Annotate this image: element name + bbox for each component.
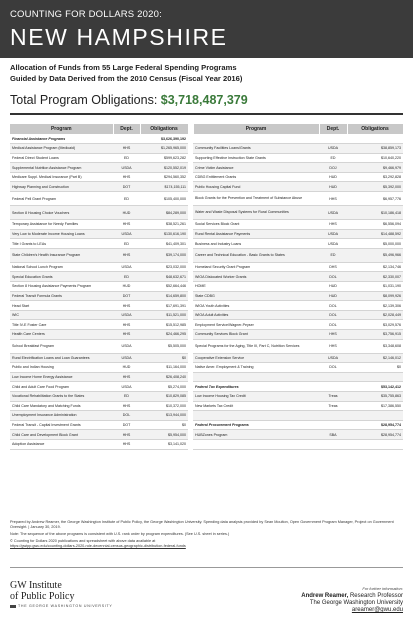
dept-cell [319, 134, 347, 144]
program-cell: Public Housing Capital Fund [193, 182, 319, 192]
obligations-cell [347, 439, 403, 449]
program-cell: Adoption Assistance [10, 439, 113, 449]
obligations-cell: $28,954,774 [347, 420, 403, 430]
obligations-cell: $14,488,592 [347, 229, 403, 239]
table-row [10, 411, 403, 421]
program-cell: Special Programs for the Aging, Title III, Part C, Nutrition Services [193, 339, 319, 353]
program-cell: Career and Technical Education - Basic Grants to States [193, 248, 319, 262]
dept-cell [319, 420, 347, 430]
dept-cell: DOL [319, 310, 347, 320]
program-cell: Federal Transit - Capital Investment Grants [10, 420, 113, 430]
program-cell: Child and Adult Care Food Program [10, 382, 113, 392]
obligations-cell: $39,174,000 [140, 248, 188, 262]
program-cell: Low Income Home Energy Assistance [10, 372, 113, 382]
programs-table [10, 124, 404, 450]
obligations-cell: $294,560,352 [140, 172, 188, 182]
obligations-cell: $5,392,000 [347, 182, 403, 192]
contact-name-line [301, 593, 403, 600]
table-header-row [10, 124, 403, 134]
table-row [10, 206, 403, 220]
obligations-cell: $105,400,000 [140, 192, 188, 206]
obligations-cell: $15,512,985 [140, 320, 188, 330]
divider-rule [10, 113, 403, 115]
contact-email[interactable]: areamer@gwu.edu [351, 607, 403, 613]
dept-cell: DOL [319, 301, 347, 311]
table-row [10, 372, 403, 382]
dept-cell: USDA [319, 239, 347, 249]
column-header: Dept. [319, 124, 347, 134]
program-cell: Head Start [10, 301, 113, 311]
program-cell: CDBG Entitlement Grants [193, 172, 319, 182]
program-cell: Employment Service/Wagner-Peyser [193, 320, 319, 330]
contact-institution: The George Washington University [309, 600, 403, 606]
program-cell: Financial Assistance Programs [10, 134, 113, 144]
dept-cell [319, 372, 347, 382]
dept-cell: Treas [319, 401, 347, 411]
logo-line-2: of Public Policy [10, 591, 75, 602]
column-header: Obligations [140, 124, 188, 134]
contact-block [301, 586, 403, 614]
banner-kicker: COUNTING FOR DOLLARS 2020: [10, 9, 162, 20]
logo-tagline: THE GEORGE WASHINGTON UNIVERSITY [10, 604, 120, 608]
obligations-cell: $10,640,220 [347, 153, 403, 163]
table-row [10, 282, 403, 292]
total-amount: $3,718,487,379 [160, 93, 248, 107]
dept-cell [319, 382, 347, 392]
table-row [10, 272, 403, 282]
dept-cell: HHS [113, 220, 140, 230]
obligations-cell: $1,031,190 [347, 282, 403, 292]
dept-cell: HUD [113, 206, 140, 220]
table-row [10, 330, 403, 340]
dept-cell: DOL [319, 363, 347, 373]
logo-line-1: GW Institute [10, 580, 62, 591]
dept-cell: HHS [113, 439, 140, 449]
program-cell: Medical Assistance Program (Medicaid) [10, 144, 113, 154]
obligations-cell: $53,142,412 [347, 382, 403, 392]
program-cell: Section 8 Housing Choice Vouchers [10, 206, 113, 220]
contact-title: Research Professor [349, 593, 403, 599]
table-row [10, 182, 403, 192]
note-prepared-by: Prepared by Andrew Reamer, the George Washington Institute of Public Policy, the George Washington University. Spending data analysis provided by Sean Moulton, Open Government Program Manager, Project on Government Oversight. | January 30, 2019. [10, 520, 394, 529]
obligations-cell: $5,496,966 [347, 248, 403, 262]
dept-cell: DOT [113, 420, 140, 430]
program-cell: Block Grants for the Prevention and Treatment of Substance Abuse [193, 192, 319, 206]
obligations-cell: $0 [140, 420, 188, 430]
dept-cell: USDA [113, 262, 140, 272]
dept-cell: USDA [319, 144, 347, 154]
dept-cell: DHS [319, 262, 347, 272]
program-cell: Title I Grants to LEAs [10, 239, 113, 249]
data-link[interactable]: https://gwipp.gwu.edu/counting-dollars-2020-role-decennial-census-geographic-distribution-federal-funds [10, 544, 186, 548]
program-cell [193, 372, 319, 382]
dept-cell: HUD [319, 182, 347, 192]
program-cell: State CDBG [193, 291, 319, 301]
table-row [10, 248, 403, 262]
table-row [10, 144, 403, 154]
obligations-cell: $2,146,012 [347, 353, 403, 363]
dept-cell: SBA [319, 430, 347, 440]
program-cell: Child Care Mandatory and Matching Funds [10, 401, 113, 411]
table-row [10, 153, 403, 163]
program-cell: Community Services Block Grant [193, 330, 319, 340]
obligations-cell: $38,859,173 [347, 144, 403, 154]
dept-cell [319, 411, 347, 421]
table-row [10, 363, 403, 373]
dept-cell [113, 134, 140, 144]
program-cell: Low Income Housing Tax Credit [193, 391, 319, 401]
table-row [10, 192, 403, 206]
obligations-cell: $10,372,000 [140, 401, 188, 411]
obligations-cell: $3,029,576 [347, 320, 403, 330]
dept-cell: ED [113, 192, 140, 206]
dept-cell: HHS [113, 248, 140, 262]
obligations-cell: $41,409,301 [140, 239, 188, 249]
table-row [10, 262, 403, 272]
table-row [10, 439, 403, 449]
dept-cell: HHS [319, 220, 347, 230]
obligations-cell: $2,139,306 [347, 301, 403, 311]
program-cell [193, 411, 319, 421]
program-cell: Highway Planning and Construction [10, 182, 113, 192]
program-cell: Water and Waste Disposal Systems for Rural Communities [193, 206, 319, 220]
program-cell: WIOA Dislocated Worker Grants [193, 272, 319, 282]
program-cell: Native Amer. Employment & Training [193, 363, 319, 373]
obligations-cell: $17,691,391 [140, 301, 188, 311]
obligations-cell: $28,954,774 [347, 430, 403, 440]
obligations-cell [347, 134, 403, 144]
contact-name: Andrew Reamer, [301, 593, 349, 599]
program-cell: WIC [10, 310, 113, 320]
dept-cell: HHS [113, 172, 140, 182]
obligations-cell: $17,386,550 [347, 401, 403, 411]
title-banner [0, 0, 413, 58]
table-row [10, 291, 403, 301]
dept-cell: USDA [113, 339, 140, 353]
dept-cell: HHS [113, 320, 140, 330]
dept-cell: HHS [113, 401, 140, 411]
program-cell: WIOA Adult Activities [193, 310, 319, 320]
program-cell: Public and Indian Housing [10, 363, 113, 373]
dept-cell: ED [113, 239, 140, 249]
note-availability-text: © Counting for Dollars 2020 publications and spreadsheet with above data available at [10, 539, 156, 543]
program-cell: Federal Direct Student Loans [10, 153, 113, 163]
dept-cell: HUD [319, 172, 347, 182]
program-cell: School Breakfast Program [10, 339, 113, 353]
program-cell: HUBZones Program [193, 430, 319, 440]
program-cell: Special Education Grants [10, 272, 113, 282]
obligations-cell: $2,134,746 [347, 262, 403, 272]
program-cell: Supporting Effective Instruction State Grants [193, 153, 319, 163]
dept-cell: HHS [113, 330, 140, 340]
obligations-cell: $3,626,390,192 [140, 134, 188, 144]
footer-divider [10, 567, 403, 568]
program-cell: Crime Victim Assistance [193, 163, 319, 173]
table-row [10, 134, 403, 144]
dept-cell: ED [319, 153, 347, 163]
obligations-cell: $0 [347, 363, 403, 373]
obligations-cell: $6,556,094 [347, 220, 403, 230]
table-row [10, 320, 403, 330]
obligations-cell: $23,032,000 [140, 262, 188, 272]
obligations-cell: $84,289,000 [140, 206, 188, 220]
obligations-cell: $5,000,000 [347, 239, 403, 249]
program-cell: National School Lunch Program [10, 262, 113, 272]
obligations-cell: $38,521,261 [140, 220, 188, 230]
table-row [10, 163, 403, 173]
table-row [10, 353, 403, 363]
dept-cell: USDA [113, 163, 140, 173]
dept-cell: USDA [319, 229, 347, 239]
dept-cell: DOT [113, 291, 140, 301]
program-cell: Homeland Security Grant Program [193, 262, 319, 272]
subtitle-line-2: Guided by Data Derived from the 2010 Census (Fiscal Year 2016) [10, 74, 243, 83]
obligations-cell [347, 411, 403, 421]
program-cell: Cooperative Extension Service [193, 353, 319, 363]
obligations-cell: $1,265,965,000 [140, 144, 188, 154]
dept-cell: USDA [319, 353, 347, 363]
program-cell: Very Low to Moderate Income Housing Loans [10, 229, 113, 239]
program-cell [193, 134, 319, 144]
table-row [10, 301, 403, 311]
obligations-cell: $9,466,979 [347, 163, 403, 173]
dept-cell: HHS [113, 430, 140, 440]
obligations-cell: $0 [140, 353, 188, 363]
dept-cell: DOL [319, 272, 347, 282]
program-cell: Business and Industry Loans [193, 239, 319, 249]
total-obligations [10, 93, 248, 107]
dept-cell: DOL [319, 320, 347, 330]
total-label: Total Program Obligations: [10, 93, 158, 107]
note-availability [10, 539, 403, 549]
dept-cell: DOL [113, 411, 140, 421]
table-row [10, 239, 403, 249]
program-cell: Medicare Suppl. Medical Insurance (Part B) [10, 172, 113, 182]
obligations-cell: $2,330,007 [347, 272, 403, 282]
obligations-cell: $26,408,240 [140, 372, 188, 382]
dept-cell: ED [319, 248, 347, 262]
program-cell: Supplemental Nutrition Assistance Program [10, 163, 113, 173]
table-row [10, 172, 403, 182]
obligations-cell: $2,028,449 [347, 310, 403, 320]
program-cell: Child Care and Development Block Grant [10, 430, 113, 440]
dept-cell: ED [113, 153, 140, 163]
obligations-cell: $11,521,000 [140, 310, 188, 320]
obligations-cell: $6,957,776 [347, 192, 403, 206]
column-header: Obligations [347, 124, 403, 134]
program-cell: State Children's Health Insurance Program [10, 248, 113, 262]
program-cell: Rural Electrification Loans and Loan Guarantees [10, 353, 113, 363]
obligations-cell: $5,505,000 [140, 339, 188, 353]
dept-cell: HHS [319, 330, 347, 340]
obligations-cell: $11,164,000 [140, 363, 188, 373]
program-cell: Unemployment Insurance Administration [10, 411, 113, 421]
table-row [10, 339, 403, 353]
obligations-cell: $3,292,828 [347, 172, 403, 182]
obligations-cell: $3,141,020 [140, 439, 188, 449]
table-row [10, 310, 403, 320]
table-row [10, 229, 403, 239]
dept-cell: USDA [319, 206, 347, 220]
program-cell: Health Care Centers [10, 330, 113, 340]
program-cell: Section 8 Housing Assistance Payments Program [10, 282, 113, 292]
column-header: Dept. [113, 124, 140, 134]
dept-cell: DOT [113, 182, 140, 192]
program-cell: Vocational Rehabilitation Grants to the States [10, 391, 113, 401]
program-cell [193, 439, 319, 449]
dept-cell: HUD [319, 291, 347, 301]
obligations-cell: $5,954,000 [140, 430, 188, 440]
dept-cell: HUD [113, 282, 140, 292]
table-row [10, 220, 403, 230]
dept-cell: HUD [319, 282, 347, 292]
dept-cell: HHS [113, 372, 140, 382]
obligations-cell: $3,348,608 [347, 339, 403, 353]
dept-cell: HHS [113, 144, 140, 154]
program-cell: Federal Procurement Programs [193, 420, 319, 430]
obligations-cell: $35,755,863 [347, 391, 403, 401]
dept-cell: USDA [113, 310, 140, 320]
obligations-cell: $5,274,000 [140, 382, 188, 392]
obligations-cell: $10,186,418 [347, 206, 403, 220]
obligations-cell: $3,756,915 [347, 330, 403, 340]
gw-ipp-logo [10, 580, 120, 608]
obligations-cell: $130,616,190 [140, 229, 188, 239]
obligations-cell: $10,829,085 [140, 391, 188, 401]
obligations-cell: $24,466,295 [140, 330, 188, 340]
dept-cell: ED [113, 272, 140, 282]
state-name: NEW HAMPSHIRE [10, 24, 228, 50]
dept-cell: DOJ [319, 163, 347, 173]
program-cell: Title IV-E Foster Care [10, 320, 113, 330]
table-row [10, 382, 403, 392]
table-row [10, 401, 403, 411]
obligations-cell: $48,632,671 [140, 272, 188, 282]
contact-heading: For further information: [362, 586, 403, 591]
subtitle-line-1: Allocation of Funds from 55 Large Federal Spending Programs [10, 63, 237, 72]
dept-cell: USDA [113, 229, 140, 239]
note-sequence: Note: The sequence of the above programs is consistent with U.S. rank order by program expenditures. (See U.S. sheet in series.) [10, 532, 230, 536]
program-cell: Rural Rental Assistance Payments [193, 229, 319, 239]
dept-cell: HHS [319, 192, 347, 206]
program-cell: HOME [193, 282, 319, 292]
obligations-cell: $13,944,000 [140, 411, 188, 421]
table-row [10, 430, 403, 440]
dept-cell: HUD [113, 363, 140, 373]
dept-cell: HHS [113, 301, 140, 311]
program-cell: Federal Pell Grant Program [10, 192, 113, 206]
obligations-cell: $599,623,282 [140, 153, 188, 163]
obligations-cell: $8,099,926 [347, 291, 403, 301]
program-cell: WIOA Youth Activities [193, 301, 319, 311]
program-cell: Federal Tax Expenditures [193, 382, 319, 392]
dept-cell: Treas [319, 391, 347, 401]
program-cell: Social Services Block Grant [193, 220, 319, 230]
obligations-cell: $174,155,111 [140, 182, 188, 192]
dept-cell: USDA [113, 353, 140, 363]
program-cell: Federal Transit Formula Grants [10, 291, 113, 301]
column-header: Program [193, 124, 319, 134]
column-header: Program [10, 124, 113, 134]
table-row [10, 391, 403, 401]
program-cell: Community Facilities Loans/Grants [193, 144, 319, 154]
obligations-cell: $52,664,446 [140, 282, 188, 292]
dept-cell: ED [113, 391, 140, 401]
dept-cell: USDA [113, 382, 140, 392]
obligations-cell: $14,659,800 [140, 291, 188, 301]
gw-mark-icon [10, 605, 16, 608]
program-cell: New Markets Tax Credit [193, 401, 319, 411]
dept-cell [319, 439, 347, 449]
program-cell: Temporary Assistance for Needy Families [10, 220, 113, 230]
table-row [10, 420, 403, 430]
dept-cell: HHS [319, 339, 347, 353]
notes-block [10, 520, 403, 551]
obligations-cell: $120,552,019 [140, 163, 188, 173]
obligations-cell [347, 372, 403, 382]
